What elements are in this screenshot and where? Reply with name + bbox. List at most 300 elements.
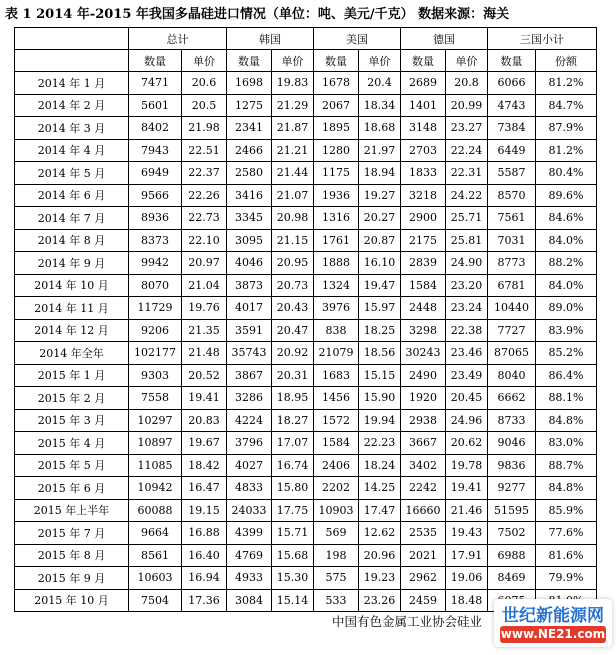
row-label: 2014 年 2 月 bbox=[15, 94, 129, 117]
table-cell: 21.44 bbox=[272, 162, 314, 185]
header-sub: 数量 bbox=[488, 50, 536, 72]
header-sub: 数量 bbox=[129, 50, 182, 72]
table-cell: 18.25 bbox=[359, 319, 401, 342]
table-cell: 6781 bbox=[488, 274, 536, 297]
table-cell: 838 bbox=[314, 319, 359, 342]
table-cell: 21.46 bbox=[446, 499, 488, 522]
table-row bbox=[15, 184, 597, 207]
header-group-korea: 韩国 bbox=[227, 28, 314, 50]
header-group-subtotal: 三国小计 bbox=[488, 28, 597, 50]
table-cell: 1401 bbox=[401, 94, 446, 117]
row-label: 2015 年上半年 bbox=[15, 499, 129, 522]
table-cell: 23.20 bbox=[446, 274, 488, 297]
table-cell: 2689 bbox=[401, 72, 446, 95]
table-cell: 86.4% bbox=[536, 364, 597, 387]
table-row bbox=[15, 499, 597, 522]
table-cell: 19.94 bbox=[359, 409, 401, 432]
table-cell: 4743 bbox=[488, 94, 536, 117]
table-cell: 22.26 bbox=[182, 184, 227, 207]
table-cell: 7561 bbox=[488, 207, 536, 230]
header-corner bbox=[15, 28, 129, 50]
table-cell: 23.26 bbox=[359, 589, 401, 612]
table-row bbox=[15, 364, 597, 387]
table-cell: 2535 bbox=[401, 522, 446, 545]
row-label: 2015 年 8 月 bbox=[15, 544, 129, 567]
table-cell: 19.76 bbox=[182, 297, 227, 320]
table-cell: 8070 bbox=[129, 274, 182, 297]
table-cell: 21.07 bbox=[272, 184, 314, 207]
table-cell: 1698 bbox=[227, 72, 272, 95]
table-cell: 21.29 bbox=[272, 94, 314, 117]
table-row bbox=[15, 387, 597, 410]
table-cell: 19.67 bbox=[182, 432, 227, 455]
table-cell: 4224 bbox=[227, 409, 272, 432]
table-cell: 7504 bbox=[129, 589, 182, 612]
table-row bbox=[15, 139, 597, 162]
table-cell: 87065 bbox=[488, 342, 536, 365]
table-cell: 2021 bbox=[401, 544, 446, 567]
table-cell: 10297 bbox=[129, 409, 182, 432]
table-cell: 84.0% bbox=[536, 274, 597, 297]
table-cell: 23.27 bbox=[446, 117, 488, 140]
row-label: 2015 年 9 月 bbox=[15, 567, 129, 590]
table-cell: 15.68 bbox=[272, 544, 314, 567]
table-cell: 3402 bbox=[401, 454, 446, 477]
table-cell: 9566 bbox=[129, 184, 182, 207]
table-cell: 7558 bbox=[129, 387, 182, 410]
table-cell: 15.71 bbox=[272, 522, 314, 545]
table-cell: 1324 bbox=[314, 274, 359, 297]
table-cell: 17.47 bbox=[359, 499, 401, 522]
table-cell: 21079 bbox=[314, 342, 359, 365]
table-cell: 18.42 bbox=[182, 454, 227, 477]
table-row bbox=[15, 297, 597, 320]
table-cell: 24.96 bbox=[446, 409, 488, 432]
table-row bbox=[15, 409, 597, 432]
table-cell: 17.07 bbox=[272, 432, 314, 455]
table-cell: 80.4% bbox=[536, 162, 597, 185]
table-row bbox=[15, 207, 597, 230]
table-cell: 1175 bbox=[314, 162, 359, 185]
table-row bbox=[15, 94, 597, 117]
table-cell: 20.52 bbox=[182, 364, 227, 387]
table-cell: 18.94 bbox=[359, 162, 401, 185]
table-cell: 10603 bbox=[129, 567, 182, 590]
table-cell: 81.2% bbox=[536, 139, 597, 162]
table-cell: 3345 bbox=[227, 207, 272, 230]
table-cell: 8402 bbox=[129, 117, 182, 140]
table-cell: 24.22 bbox=[446, 184, 488, 207]
table-cell: 8733 bbox=[488, 409, 536, 432]
table-cell: 102177 bbox=[129, 342, 182, 365]
table-cell: 3298 bbox=[401, 319, 446, 342]
table-cell: 21.35 bbox=[182, 319, 227, 342]
table-cell: 21.98 bbox=[182, 117, 227, 140]
table-cell: 20.95 bbox=[272, 252, 314, 275]
table-cell: 4399 bbox=[227, 522, 272, 545]
table-cell: 81.2% bbox=[536, 72, 597, 95]
header-sub: 单价 bbox=[182, 50, 227, 72]
table-cell: 84.0% bbox=[536, 229, 597, 252]
table-cell: 16660 bbox=[401, 499, 446, 522]
table-cell: 18.27 bbox=[272, 409, 314, 432]
table-cell: 4933 bbox=[227, 567, 272, 590]
row-label: 2015 年 4 月 bbox=[15, 432, 129, 455]
table-cell: 11729 bbox=[129, 297, 182, 320]
table-cell: 1584 bbox=[314, 432, 359, 455]
table-cell: 1683 bbox=[314, 364, 359, 387]
header-sub: 数量 bbox=[227, 50, 272, 72]
table-row bbox=[15, 544, 597, 567]
table-cell: 6988 bbox=[488, 544, 536, 567]
table-cell: 7384 bbox=[488, 117, 536, 140]
header-sub: 单价 bbox=[446, 50, 488, 72]
table-cell: 20.43 bbox=[272, 297, 314, 320]
header-sub: 单价 bbox=[359, 50, 401, 72]
header-group-germany: 德国 bbox=[401, 28, 488, 50]
table-cell: 14.25 bbox=[359, 477, 401, 500]
table-cell: 575 bbox=[314, 567, 359, 590]
table-cell: 19.27 bbox=[359, 184, 401, 207]
table-cell: 6949 bbox=[129, 162, 182, 185]
row-label: 2014 年 5 月 bbox=[15, 162, 129, 185]
table-cell: 1833 bbox=[401, 162, 446, 185]
table-cell: 4046 bbox=[227, 252, 272, 275]
table-cell: 23.49 bbox=[446, 364, 488, 387]
row-label: 2014 年全年 bbox=[15, 342, 129, 365]
table-cell: 60088 bbox=[129, 499, 182, 522]
table-cell: 89.6% bbox=[536, 184, 597, 207]
table-cell: 20.8 bbox=[446, 72, 488, 95]
table-cell: 81.6% bbox=[536, 544, 597, 567]
table-cell: 9206 bbox=[129, 319, 182, 342]
table-cell: 4833 bbox=[227, 477, 272, 500]
row-label: 2014 年 1 月 bbox=[15, 72, 129, 95]
table-row bbox=[15, 454, 597, 477]
table-cell: 8373 bbox=[129, 229, 182, 252]
table-cell: 9277 bbox=[488, 477, 536, 500]
table-cell: 25.81 bbox=[446, 229, 488, 252]
watermark-title: 世纪新能源网 bbox=[502, 606, 604, 626]
table-cell: 20.45 bbox=[446, 387, 488, 410]
table-cell: 3286 bbox=[227, 387, 272, 410]
table-cell: 2580 bbox=[227, 162, 272, 185]
table-cell: 15.15 bbox=[359, 364, 401, 387]
table-cell: 7727 bbox=[488, 319, 536, 342]
table-cell: 1572 bbox=[314, 409, 359, 432]
table-cell: 7502 bbox=[488, 522, 536, 545]
table-cell: 85.9% bbox=[536, 499, 597, 522]
table-cell: 8936 bbox=[129, 207, 182, 230]
table-cell: 2067 bbox=[314, 94, 359, 117]
table-cell: 9046 bbox=[488, 432, 536, 455]
table-cell: 3095 bbox=[227, 229, 272, 252]
table-cell: 3796 bbox=[227, 432, 272, 455]
table-cell: 2459 bbox=[401, 589, 446, 612]
table-cell: 1895 bbox=[314, 117, 359, 140]
table-row bbox=[15, 117, 597, 140]
table-cell: 8469 bbox=[488, 567, 536, 590]
table-cell: 20.27 bbox=[359, 207, 401, 230]
table-cell: 15.14 bbox=[272, 589, 314, 612]
table-cell: 18.48 bbox=[446, 589, 488, 612]
table-cell: 4769 bbox=[227, 544, 272, 567]
source-note: 中国有色金属工业协会硅业 bbox=[332, 614, 483, 629]
table-cell: 2490 bbox=[401, 364, 446, 387]
table-cell: 1678 bbox=[314, 72, 359, 95]
table-cell: 3591 bbox=[227, 319, 272, 342]
table-cell: 87.9% bbox=[536, 117, 597, 140]
table-cell: 2466 bbox=[227, 139, 272, 162]
table-cell: 1584 bbox=[401, 274, 446, 297]
header-group-total: 总计 bbox=[129, 28, 227, 50]
table-cell: 8040 bbox=[488, 364, 536, 387]
table-cell: 84.8% bbox=[536, 477, 597, 500]
table-cell: 5601 bbox=[129, 94, 182, 117]
row-label: 2014 年 12 月 bbox=[15, 319, 129, 342]
table-cell: 89.0% bbox=[536, 297, 597, 320]
row-label: 2014 年 10 月 bbox=[15, 274, 129, 297]
row-label: 2015 年 7 月 bbox=[15, 522, 129, 545]
table-cell: 7943 bbox=[129, 139, 182, 162]
table-cell: 83.9% bbox=[536, 319, 597, 342]
table-cell: 24.90 bbox=[446, 252, 488, 275]
table-cell: 15.30 bbox=[272, 567, 314, 590]
table-cell: 3084 bbox=[227, 589, 272, 612]
table-cell: 21.15 bbox=[272, 229, 314, 252]
row-label: 2014 年 6 月 bbox=[15, 184, 129, 207]
table-cell: 19.47 bbox=[359, 274, 401, 297]
table-cell: 21.87 bbox=[272, 117, 314, 140]
table-cell: 18.95 bbox=[272, 387, 314, 410]
table-cell: 16.40 bbox=[182, 544, 227, 567]
table-cell: 88.1% bbox=[536, 387, 597, 410]
table-cell: 23.46 bbox=[446, 342, 488, 365]
table-cell: 19.41 bbox=[182, 387, 227, 410]
table-cell: 5587 bbox=[488, 162, 536, 185]
table-cell: 22.51 bbox=[182, 139, 227, 162]
table-cell: 2703 bbox=[401, 139, 446, 162]
table-cell: 20.98 bbox=[272, 207, 314, 230]
table-row bbox=[15, 342, 597, 365]
table-cell: 85.2% bbox=[536, 342, 597, 365]
table-cell: 10440 bbox=[488, 297, 536, 320]
watermark-logo bbox=[494, 599, 612, 647]
table-cell: 6066 bbox=[488, 72, 536, 95]
table-cell: 22.24 bbox=[446, 139, 488, 162]
table-row bbox=[15, 274, 597, 297]
table-cell: 198 bbox=[314, 544, 359, 567]
table-cell: 1456 bbox=[314, 387, 359, 410]
table-cell: 1888 bbox=[314, 252, 359, 275]
table-cell: 30243 bbox=[401, 342, 446, 365]
table-cell: 23.24 bbox=[446, 297, 488, 320]
table-cell: 16.47 bbox=[182, 477, 227, 500]
table-cell: 20.31 bbox=[272, 364, 314, 387]
row-label: 2014 年 3 月 bbox=[15, 117, 129, 140]
table-cell: 19.78 bbox=[446, 454, 488, 477]
table-cell: 20.4 bbox=[359, 72, 401, 95]
table-cell: 1920 bbox=[401, 387, 446, 410]
table-cell: 3667 bbox=[401, 432, 446, 455]
table-cell: 1936 bbox=[314, 184, 359, 207]
table-cell: 16.74 bbox=[272, 454, 314, 477]
table-cell: 83.0% bbox=[536, 432, 597, 455]
table-cell: 35743 bbox=[227, 342, 272, 365]
header-row-groups bbox=[15, 28, 597, 50]
table-cell: 19.83 bbox=[272, 72, 314, 95]
header-sub: 数量 bbox=[401, 50, 446, 72]
table-cell: 8570 bbox=[488, 184, 536, 207]
table-cell: 77.6% bbox=[536, 522, 597, 545]
table-cell: 9303 bbox=[129, 364, 182, 387]
table-cell: 3218 bbox=[401, 184, 446, 207]
table-row bbox=[15, 477, 597, 500]
table-cell: 18.34 bbox=[359, 94, 401, 117]
table-cell: 18.68 bbox=[359, 117, 401, 140]
table-cell: 2242 bbox=[401, 477, 446, 500]
table-cell: 2202 bbox=[314, 477, 359, 500]
table-cell: 16.94 bbox=[182, 567, 227, 590]
table-cell: 20.62 bbox=[446, 432, 488, 455]
row-label: 2015 年 1 月 bbox=[15, 364, 129, 387]
table-cell: 9836 bbox=[488, 454, 536, 477]
table-cell: 3873 bbox=[227, 274, 272, 297]
table-row bbox=[15, 432, 597, 455]
table-cell: 4017 bbox=[227, 297, 272, 320]
import-table bbox=[14, 27, 597, 612]
table-cell: 533 bbox=[314, 589, 359, 612]
table-cell: 20.87 bbox=[359, 229, 401, 252]
table-cell: 2175 bbox=[401, 229, 446, 252]
table-cell: 7031 bbox=[488, 229, 536, 252]
table-cell: 7471 bbox=[129, 72, 182, 95]
table-cell: 88.7% bbox=[536, 454, 597, 477]
table-cell: 3867 bbox=[227, 364, 272, 387]
table-cell: 9942 bbox=[129, 252, 182, 275]
table-cell: 2448 bbox=[401, 297, 446, 320]
table-cell: 1280 bbox=[314, 139, 359, 162]
table-cell: 11085 bbox=[129, 454, 182, 477]
table-cell: 19.15 bbox=[182, 499, 227, 522]
header-group-usa: 美国 bbox=[314, 28, 401, 50]
row-label: 2014 年 9 月 bbox=[15, 252, 129, 275]
table-cell: 569 bbox=[314, 522, 359, 545]
table-row bbox=[15, 567, 597, 590]
table-cell: 21.04 bbox=[182, 274, 227, 297]
table-row bbox=[15, 162, 597, 185]
header-sub: 单价 bbox=[272, 50, 314, 72]
table-cell: 16.88 bbox=[182, 522, 227, 545]
watermark-url: www.NE21.com bbox=[500, 627, 606, 641]
table-row bbox=[15, 252, 597, 275]
table-cell: 1275 bbox=[227, 94, 272, 117]
table-cell: 21.21 bbox=[272, 139, 314, 162]
table-cell: 20.96 bbox=[359, 544, 401, 567]
table-cell: 6449 bbox=[488, 139, 536, 162]
table-cell: 21.97 bbox=[359, 139, 401, 162]
table-cell: 17.36 bbox=[182, 589, 227, 612]
table-cell: 79.9% bbox=[536, 567, 597, 590]
table-cell: 21.48 bbox=[182, 342, 227, 365]
table-row bbox=[15, 522, 597, 545]
table-cell: 17.75 bbox=[272, 499, 314, 522]
table-cell: 20.99 bbox=[446, 94, 488, 117]
row-label: 2015 年 3 月 bbox=[15, 409, 129, 432]
table-cell: 20.73 bbox=[272, 274, 314, 297]
table-cell: 6662 bbox=[488, 387, 536, 410]
table-cell: 18.56 bbox=[359, 342, 401, 365]
table-cell: 19.41 bbox=[446, 477, 488, 500]
table-cell: 22.10 bbox=[182, 229, 227, 252]
table-cell: 51595 bbox=[488, 499, 536, 522]
table-cell: 22.23 bbox=[359, 432, 401, 455]
table-cell: 24033 bbox=[227, 499, 272, 522]
row-label: 2015 年 5 月 bbox=[15, 454, 129, 477]
table-cell: 19.23 bbox=[359, 567, 401, 590]
table-cell: 20.92 bbox=[272, 342, 314, 365]
table-cell: 3148 bbox=[401, 117, 446, 140]
table-cell: 8773 bbox=[488, 252, 536, 275]
table-cell: 22.38 bbox=[446, 319, 488, 342]
table-cell: 84.7% bbox=[536, 94, 597, 117]
row-label: 2014 年 7 月 bbox=[15, 207, 129, 230]
table-cell: 20.83 bbox=[182, 409, 227, 432]
table-cell: 18.24 bbox=[359, 454, 401, 477]
table-cell: 22.73 bbox=[182, 207, 227, 230]
table-cell: 9664 bbox=[129, 522, 182, 545]
table-row bbox=[15, 319, 597, 342]
table-cell: 20.5 bbox=[182, 94, 227, 117]
table-cell: 2938 bbox=[401, 409, 446, 432]
table-cell: 22.31 bbox=[446, 162, 488, 185]
table-cell: 3416 bbox=[227, 184, 272, 207]
row-label: 2015 年 2 月 bbox=[15, 387, 129, 410]
row-label: 2014 年 8 月 bbox=[15, 229, 129, 252]
table-cell: 19.43 bbox=[446, 522, 488, 545]
header-sub: 份额 bbox=[536, 50, 597, 72]
row-label: 2014 年 11 月 bbox=[15, 297, 129, 320]
table-cell: 22.37 bbox=[182, 162, 227, 185]
table-cell: 2839 bbox=[401, 252, 446, 275]
table-cell: 15.80 bbox=[272, 477, 314, 500]
table-cell: 20.6 bbox=[182, 72, 227, 95]
table-cell: 84.8% bbox=[536, 409, 597, 432]
table-cell: 25.71 bbox=[446, 207, 488, 230]
table-cell: 4027 bbox=[227, 454, 272, 477]
table-cell: 16.10 bbox=[359, 252, 401, 275]
table-cell: 12.62 bbox=[359, 522, 401, 545]
table-cell: 2406 bbox=[314, 454, 359, 477]
table-cell: 19.06 bbox=[446, 567, 488, 590]
table-cell: 8561 bbox=[129, 544, 182, 567]
row-label: 2014 年 4 月 bbox=[15, 139, 129, 162]
table-cell: 2900 bbox=[401, 207, 446, 230]
table-cell: 17.91 bbox=[446, 544, 488, 567]
table-cell: 15.90 bbox=[359, 387, 401, 410]
table-cell: 20.97 bbox=[182, 252, 227, 275]
table-cell: 15.97 bbox=[359, 297, 401, 320]
table-row bbox=[15, 229, 597, 252]
table-cell: 10942 bbox=[129, 477, 182, 500]
table-cell: 20.47 bbox=[272, 319, 314, 342]
table-cell: 2962 bbox=[401, 567, 446, 590]
table-cell: 3976 bbox=[314, 297, 359, 320]
table-cell: 1316 bbox=[314, 207, 359, 230]
header-corner bbox=[15, 50, 129, 72]
table-cell: 88.2% bbox=[536, 252, 597, 275]
table-caption: 表 1 2014 年-2015 年我国多晶硅进口情况（单位：吨、美元/千克） 数据来源：海关 bbox=[5, 7, 510, 22]
